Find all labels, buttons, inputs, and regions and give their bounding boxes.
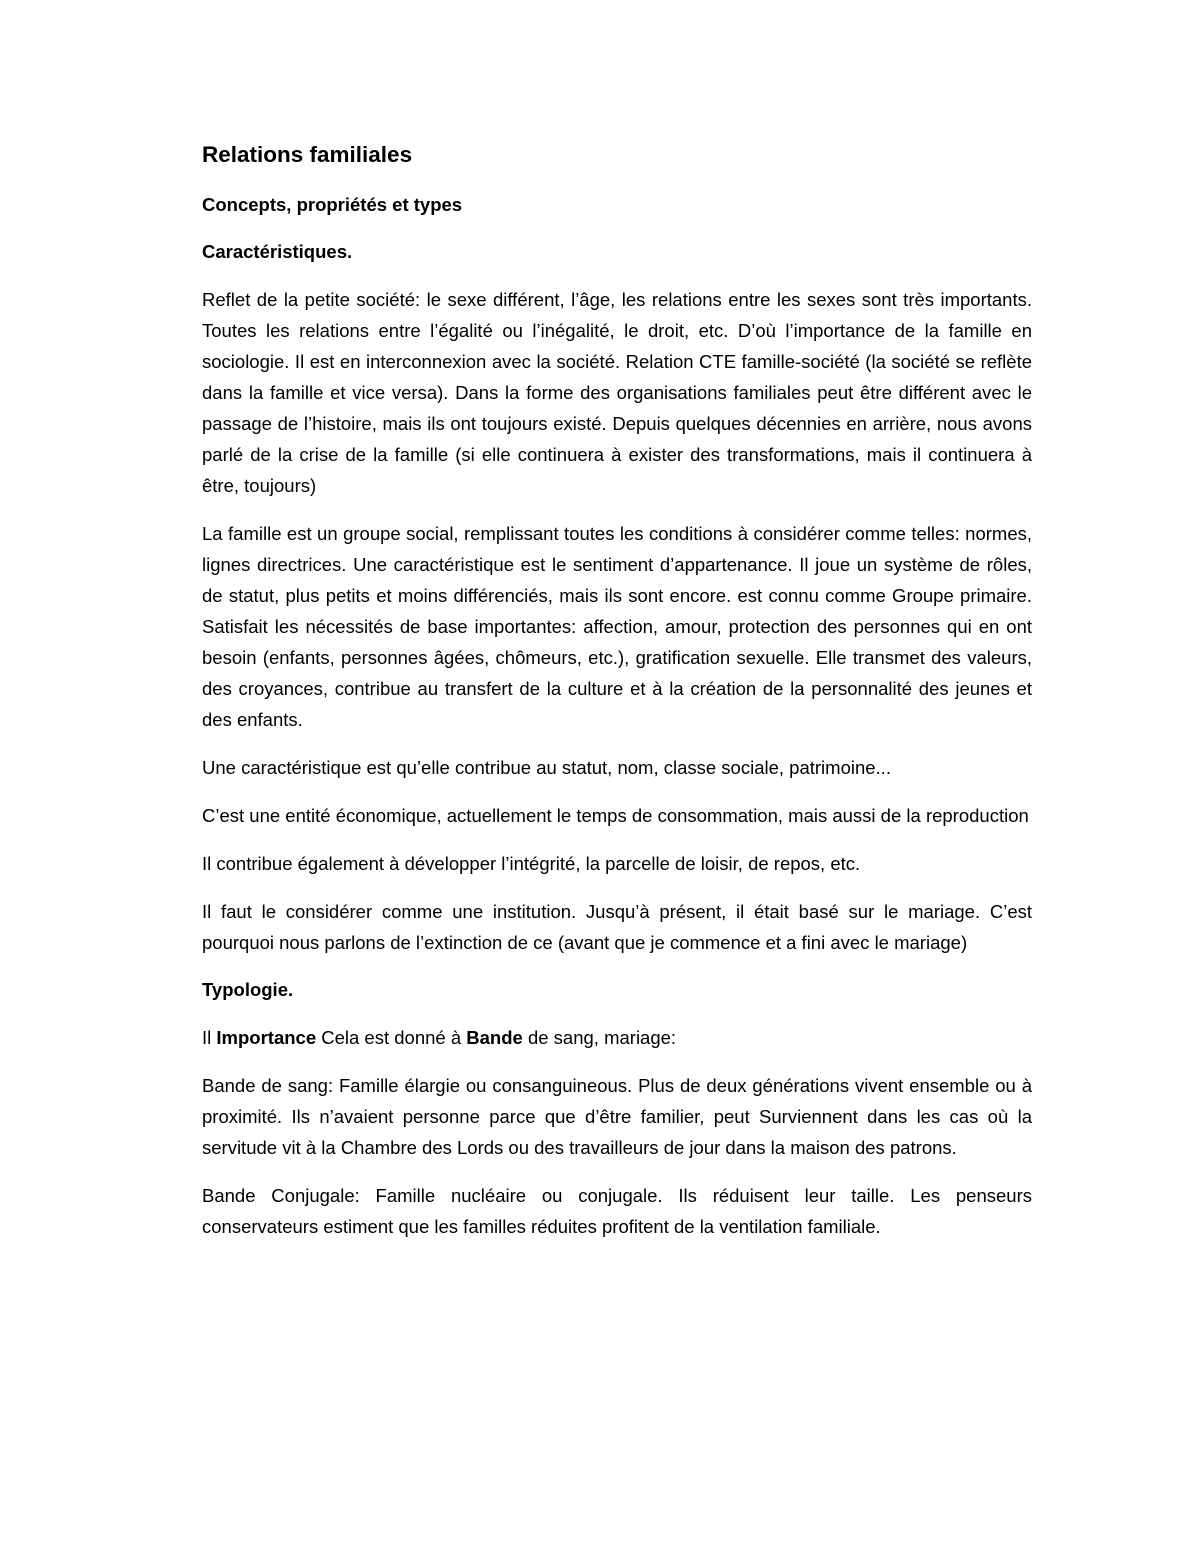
typology-intro xyxy=(202,1022,1032,1053)
paragraph: La famille est un groupe social, remplissant toutes les conditions à considérer comme telles: normes, lignes directrices. Une caractéristique est le sentiment d’appartenance. Il joue un système de rôles, de statut, plus petits et moins différenciés, mais ils sont encore. est connu comme Groupe primaire. Satisfait les nécessités de base importantes: affection, amour, protection des personnes qui en ont besoin (enfants, personnes âgées, chômeurs, etc.), gratification sexuelle. Elle transmet des valeurs, des croyances, contribue au transfert de la culture et à la création de la personnalité des jeunes et des enfants. xyxy=(202,523,1032,730)
typology-intro-text: Cela est donné à xyxy=(316,1027,467,1048)
document-subtitle: Concepts, propriétés et types xyxy=(202,194,463,215)
paragraph: Bande de sang: Famille élargie ou consanguineous. Plus de deux générations vivent ensemble ou à proximité. Ils n’avaient personne parce que d’être familier, peut Surviennent dans les cas où la servitude vit à la Chambre des Lords ou des travailleurs de jour dans la maison des patrons. xyxy=(202,1075,1032,1158)
paragraph: C’est une entité économique, actuellement le temps de consommation, mais aussi de la reproduction xyxy=(202,805,1029,826)
document-title: Relations familiales xyxy=(202,142,413,167)
paragraph: Bande Conjugale: Famille nucléaire ou conjugale. Ils réduisent leur taille. Les penseurs conservateurs estiment que les familles réduites profitent de la ventilation familiale. xyxy=(202,1185,1032,1237)
section-heading-typologie: Typologie. xyxy=(202,979,294,1000)
paragraph: Il contribue également à développer l’intégrité, la parcelle de loisir, de repos, etc. xyxy=(202,853,861,874)
typology-intro-text: de sang, mariage: xyxy=(522,1027,677,1048)
paragraph: Une caractéristique est qu’elle contribue au statut, nom, classe sociale, patrimoine... xyxy=(202,757,891,778)
paragraph: Reflet de la petite société: le sexe différent, l’âge, les relations entre les sexes sont très importants. Toutes les relations entre l’égalité ou l’inégalité, le droit, etc. D’où l’importance de la famille en sociologie. Il est en interconnexion avec la société. Relation CTE famille-société (la société se reflète dans la famille et vice versa). Dans la forme des organisations familiales peut être différent avec le passage de l’histoire, mais ils ont toujours existé. Depuis quelques décennies en arrière, nous avons parlé de la crise de la famille (si elle continuera à exister des transformations, mais il continuera à être, toujours) xyxy=(202,289,1032,496)
typology-intro-bold-bande: Bande xyxy=(466,1027,523,1048)
paragraph: Il faut le considérer comme une institution. Jusqu’à présent, il était basé sur le mariage. C’est pourquoi nous parlons de l’extinction de ce (avant que je commence et a fini avec le mariage) xyxy=(202,901,1032,953)
document-page xyxy=(202,140,1032,1242)
typology-intro-bold-importance: Importance xyxy=(216,1027,317,1048)
typology-intro-text: Il xyxy=(202,1027,217,1048)
section-heading-caracteristiques: Caractéristiques. xyxy=(202,241,353,262)
